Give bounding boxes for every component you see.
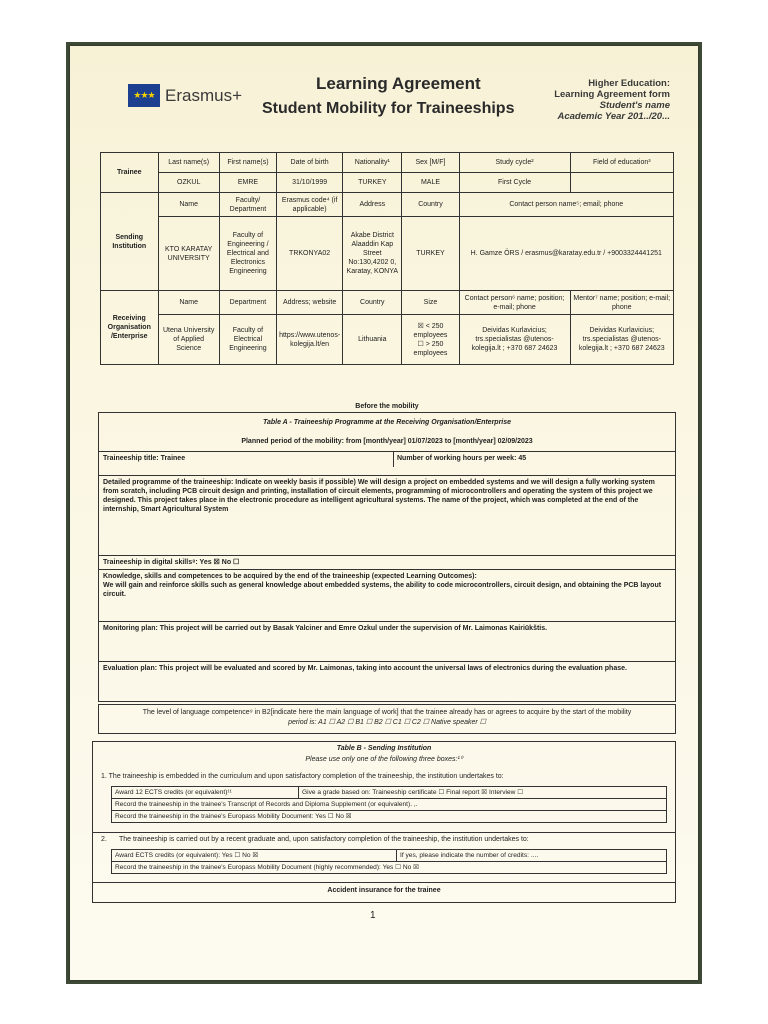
col-header: Study cycle² — [459, 153, 570, 173]
col-header: Address; website — [277, 291, 343, 315]
col-header: Date of birth — [277, 153, 343, 173]
language-box — [98, 704, 676, 734]
divider — [93, 832, 675, 833]
option-2-text: The traineeship is carried out by a recent graduate and, upon satisfactory completion of the traineeship, the institution undertakes to: — [119, 836, 529, 843]
trainee-first-name: EMRE — [219, 173, 276, 193]
trainee-label: Trainee — [101, 153, 159, 193]
receiving-website: https://www.utenos-kolegija.lt/en — [277, 315, 343, 365]
erasmus-logo-text: Erasmus+ — [165, 85, 242, 105]
col-header: Contact person⁶ name; position; e-mail; phone — [459, 291, 570, 315]
sending-address: Akabe District Alaaddin Kap Street No:130,4202 0, Karatay, KONYA — [343, 217, 402, 291]
sending-name: KTO KARATAY UNIVERSITY — [158, 217, 219, 291]
col-header: Field of education³ — [570, 153, 673, 173]
mobility-period: Planned period of the mobility: from [month/year] 01/07/2023 to [month/year] 02/09/2023 — [241, 438, 533, 445]
evaluation-row — [99, 661, 675, 701]
col-header: Address — [343, 193, 402, 217]
language-line-1: The level of language competence⁹ in B2[indicate here the main language of work] that the trainee already has or agrees to acquire by the start of the mobility — [142, 709, 632, 716]
receiving-label: Receiving Organisation /Enterprise — [101, 291, 159, 365]
table-a — [98, 412, 676, 702]
option-2-number: 2. — [101, 836, 107, 843]
table-b-subtitle: Please use only one of the following three boxes:¹⁰ — [305, 756, 463, 763]
option-2-table — [111, 849, 667, 874]
divider — [393, 452, 394, 467]
digital-skills-row — [99, 555, 675, 569]
sending-contact: H. Gamze ÖRS / erasmus@karatay.edu.tr / +9003324441251 — [459, 217, 673, 291]
receiving-country: Lithuania — [343, 315, 402, 365]
monitoring-plan: Monitoring plan: This project will be carried out by Basak Yalciner and Emre Ozkul under the supervision of Mr. Laimonas Kairiūkštis. — [103, 625, 548, 632]
programme-label: Detailed programme of the traineeship: — [103, 479, 234, 486]
trainee-study-cycle: First Cycle — [459, 173, 570, 193]
grade-basis: Give a grade based on: Traineeship certificate ☐ Final report ☒ Interview ☐ — [299, 787, 667, 799]
receiving-department: Faculty of Electrical Engineering — [219, 315, 276, 365]
trainee-nationality: TURKEY — [343, 173, 402, 193]
header-line: Student's name — [599, 100, 670, 111]
traineeship-title: Traineeship title: Trainee — [103, 455, 186, 462]
size-over-250-checkbox[interactable]: ☐ > 250 employees — [413, 340, 448, 357]
before-mobility-heading: Before the mobility — [355, 403, 419, 410]
sending-faculty: Faculty of Engineering / Electrical and Electronics Engineering — [219, 217, 276, 291]
title-student-mobility: Student Mobility for Traineeships — [262, 100, 515, 117]
col-header: Name — [158, 291, 219, 315]
table-b-title: Table B - Sending Institution — [336, 745, 432, 752]
table-a-title: Table A - Traineeship Programme at the Receiving Organisation/Enterprise — [262, 419, 512, 426]
col-header: Faculty/ Department — [219, 193, 276, 217]
accident-insurance-heading: Accident insurance for the trainee — [327, 887, 441, 894]
record-transcript: Record the traineeship in the trainee's Transcript of Records and Diploma Supplement (or equivalent). ,. — [112, 799, 667, 811]
knowledge-row — [99, 569, 675, 621]
col-header: Erasmus code⁴ (if applicable) — [277, 193, 343, 217]
receiving-mentor: Deividas Kurlavicius; trs.specialistas @utenos-kolegija.lt ; +370 687 24623 — [570, 315, 673, 365]
trainee-last-name: OZKUL — [158, 173, 219, 193]
trainee-field — [570, 173, 673, 193]
col-header: Nationality¹ — [343, 153, 402, 173]
header-line: Learning Agreement form — [554, 89, 670, 100]
trainee-dob: 31/10/1999 — [277, 173, 343, 193]
receiving-name: Utena University of Applied Science — [158, 315, 219, 365]
header-right-info — [554, 78, 670, 122]
col-header: Name — [158, 193, 219, 217]
programme-hint: Indicate on weekly basis if possible) — [235, 479, 356, 486]
size-under-250-checkbox[interactable]: ☒ < 250 employees — [413, 322, 448, 339]
eu-flag-icon: ★★★ — [128, 84, 160, 107]
col-header: Sex [M/F] — [402, 153, 459, 173]
col-header: Last name(s) — [158, 153, 219, 173]
record-europass-2: Record the traineeship in the trainee's Europass Mobility Document (highly recommended): Yes ☐ No ☒ — [112, 862, 667, 874]
col-header: First name(s) — [219, 153, 276, 173]
sending-label: Sending Institution — [101, 193, 159, 291]
title-learning-agreement: Learning Agreement — [316, 74, 481, 93]
knowledge-text: We will gain and reinforce skills such as general knowledge about embedded systems, the ability to code microcontrollers, circuit design, and obtaining the PCB layout circuit. — [103, 582, 662, 598]
evaluation-plan: Evaluation plan: This project will be evaluated and scored by Mr. Laimonas, taking into account the universal laws of electronics during the evaluation phase. — [103, 665, 627, 672]
receiving-contact: Deividas Kurlavicius; trs.specialistas @utenos-kolegija.lt ; +370 687 24623 — [459, 315, 570, 365]
trainee-sex: MALE — [402, 173, 459, 193]
header-line: Academic Year 201../20... — [557, 111, 670, 122]
page-number: 1 — [370, 910, 376, 921]
programme-text: We will design a project on embedded systems and we will design a fully working system from scratch, including PCB circuit design and printing, installation of circuit elements, programming of microcontrollers and operating the system of this project we designed. This project takes place in the electronic procedure as intelligent agricultural systems. The name of the project, which was completed at the end of the internship, Smart Agricultural System — [103, 479, 655, 513]
monitoring-row — [99, 621, 675, 661]
programme-row — [99, 475, 675, 555]
award-ects-12: Award 12 ECTS credits (or equivalent)¹¹ — [112, 787, 299, 799]
title-hours-row — [99, 451, 675, 467]
col-header: Country — [343, 291, 402, 315]
option-1-table — [111, 786, 667, 823]
erasmus-logo — [128, 84, 242, 107]
col-header: Department — [219, 291, 276, 315]
digital-skills: Traineeship in digital skills⁸: Yes ☒ No ☐ — [103, 559, 240, 566]
receiving-size — [402, 315, 459, 365]
record-europass-1: Record the traineeship in the trainee's Europass Mobility Document: Yes ☐ No ☒ — [112, 811, 667, 823]
header-line: Higher Education: — [588, 78, 670, 89]
sending-country: TURKEY — [402, 217, 459, 291]
option-1-text: 1. The traineeship is embedded in the curriculum and upon satisfactory completion of the traineeship, the institution undertakes to: — [101, 773, 504, 780]
working-hours: Number of working hours per week: 45 — [397, 455, 527, 462]
participants-table — [100, 152, 674, 365]
col-header: Contact person name⁵; email; phone — [459, 193, 673, 217]
award-ects-graduate: Award ECTS credits (or equivalent): Yes ☐ No ☒ — [112, 850, 397, 862]
col-header: Country — [402, 193, 459, 217]
col-header: Mentor⁷ name; position; e-mail; phone — [570, 291, 673, 315]
table-b — [92, 741, 676, 903]
credits-if-yes: If yes, please indicate the number of credits: .... — [397, 850, 667, 862]
divider — [93, 882, 675, 883]
language-line-2: period is: A1 ☐ A2 ☐ B1 ☐ B2 ☐ C1 ☐ C2 ☐ Native speaker ☐ — [288, 719, 486, 726]
sending-code: TRKONYA02 — [277, 217, 343, 291]
knowledge-label: Knowledge, skills and competences to be acquired by the end of the traineeship (expected Learning Outcomes): — [103, 573, 477, 580]
col-header: Size — [402, 291, 459, 315]
